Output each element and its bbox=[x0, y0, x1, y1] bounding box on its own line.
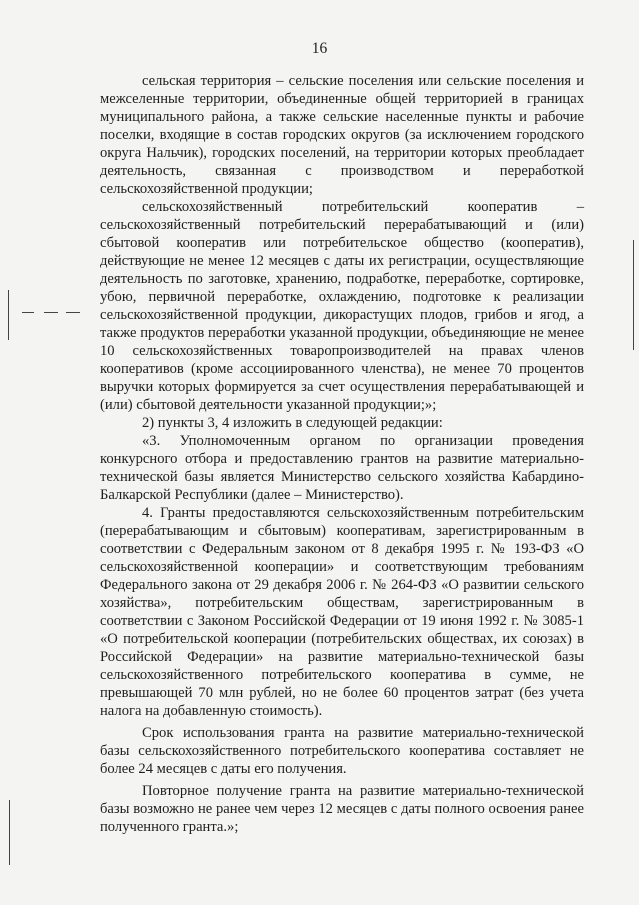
scan-artifact-dash bbox=[66, 312, 80, 313]
scan-artifact-dash bbox=[44, 312, 58, 313]
paragraph-grant-usage-term: Срок использования гранта на развитие материально-технической базы сельскохозяйственного потребительского кооператива составляет не более 24 месяцев с даты его получения. bbox=[100, 725, 584, 777]
document-body bbox=[100, 72, 584, 836]
paragraph-item-3: «3. Уполномоченным органом по организации проведения конкурсного отбора и предоставлению грантов на развитие материально-технической базы является Министерство сельского хозяйства Кабардино-Балкарской Республики (далее – Министерство). bbox=[100, 433, 584, 503]
scan-artifact-right-mark bbox=[633, 240, 634, 350]
scan-artifact-dash bbox=[22, 312, 34, 313]
paragraph-rural-territory: сельская территория – сельские поселения или сельские поселения и межселенные территории, объединенные общей территорией в границах муниципального района, а также сельские населенные пункты и рабочие поселки, входящие в состав городских округов (за исключением городского округа Нальчик), городских поселений, на территории которых преобладает деятельность, связанная с производством и переработкой сельскохозяйственной продукции; bbox=[100, 73, 584, 197]
paragraph-repeat-grant: Повторное получение гранта на развитие материально-технической базы возможно не ранее чем через 12 месяцев с даты полного освоения ранее полученного гранта.»; bbox=[100, 783, 584, 835]
scan-artifact-left-mark bbox=[8, 290, 9, 340]
paragraph-amendment-intro: 2) пункты 3, 4 изложить в следующей редакции: bbox=[142, 415, 443, 431]
paragraph-cooperative-definition: сельскохозяйственный потребительский кооператив – сельскохозяйственный потребительский перерабатывающий и (или) сбытовой кооператив или потребительское общество (кооператив), действующие не менее 12 месяцев с даты их регистрации, осуществляющие деятельность по заготовке, хранению, подработке, переработке, сортировке, убою, первичной переработке, охлаждению, подготовке к реализации сельскохозяйственной продукции, дикорастущих плодов, грибов и ягод, а также продуктов переработки указанной продукции, объединяющие не менее 10 сельскохозяйственных товаропроизводителей на правах членов кооперативов (кроме ассоциированного членства), не менее 70 процентов выручки которых формируется за счет осуществления перерабатывающей и (или) сбытовой деятельности указанной продукции;»; bbox=[100, 199, 584, 413]
page-number: 16 bbox=[311, 40, 328, 57]
scan-artifact-left-mark bbox=[9, 800, 10, 865]
paragraph-item-4: 4. Гранты предоставляются сельскохозяйственным потребительским (перерабатывающим и сбытовым) кооперативам, зарегистрированным в соответствии с Федеральным законом от 8 декабря 1995 г. № 193-ФЗ «О сельскохозяйственной кооперации» и соответствующим требованиям Федерального закона от 29 декабря 2006 г. № 264-ФЗ «О развитии сельского хозяйства», потребительским обществам, зарегистрированным в соответствии с Законом Российской Федерации от 19 июня 1992 г. № 3085-1 «О потребительской кооперации (потребительских обществах, их союзах) в Российской Федерации» на развитие материально-технической базы сельскохозяйственного потребительского кооператива в сумме, не превышающей 70 млн рублей, но не более 60 процентов затрат (без учета налога на добавленную стоимость). bbox=[100, 505, 584, 719]
